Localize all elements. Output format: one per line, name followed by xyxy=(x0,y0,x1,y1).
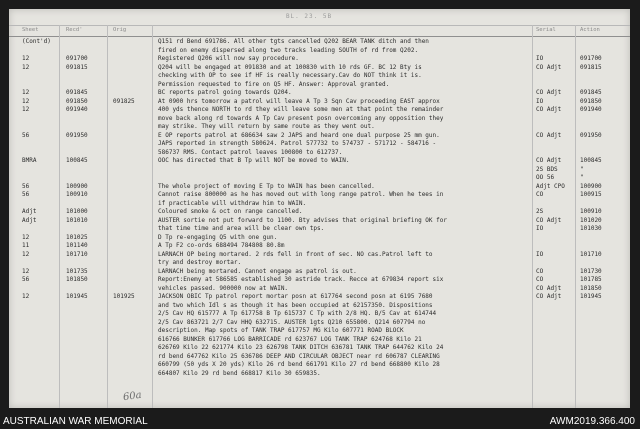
row-time-out xyxy=(113,166,145,173)
row-addressee xyxy=(536,310,574,317)
row-time-in: 101025 xyxy=(66,233,88,241)
row-serial: 091815 xyxy=(580,63,602,71)
row-time-out xyxy=(113,115,145,122)
row-addressee: CO xyxy=(536,276,544,283)
row-serial: 091845 xyxy=(580,89,602,96)
sheet-title: BL. 23. 5B xyxy=(285,13,333,20)
row-message: Coloured smoke & oct on range cancelled. xyxy=(158,208,303,215)
row-message: JAPS reported in strength 580624. Patrol 577732 to 574737 - 571712 - 584716 - xyxy=(158,140,437,147)
row-serial xyxy=(580,319,616,326)
row-time-in xyxy=(66,361,96,368)
row-message: 616766 BUNKER 617766 LOG BARRICADE rd 623767 LOG TANK TRAP 624768 Kilo 21 xyxy=(158,335,422,343)
row-message: 2/5 Cav HQ 615777 A Tp 617758 B Tp 615737 C Tp with 2/8 HQ. B/5 Cav at 614744 xyxy=(158,310,437,317)
row-time-in: 091845 xyxy=(66,89,88,96)
row-time-out xyxy=(113,353,145,360)
row-time-in: 100900 xyxy=(66,182,88,190)
row-serial xyxy=(580,242,616,249)
row-addressee xyxy=(536,234,574,241)
row-addressee: CO xyxy=(536,267,544,275)
row-time-out xyxy=(113,132,145,139)
row-time-out: 091825 xyxy=(113,97,135,105)
row-message: A Tp F2 co-ords 688494 784808 80.8m xyxy=(158,242,285,249)
row-addressee: IO xyxy=(536,225,544,232)
row-serial xyxy=(580,123,616,130)
row-time-in xyxy=(66,327,96,334)
row-addressee xyxy=(536,242,574,249)
row-from: BMRA xyxy=(22,157,37,164)
row-serial: " xyxy=(580,165,584,173)
row-serial: 091940 xyxy=(580,106,602,113)
row-time-out xyxy=(113,38,145,45)
accession-number: AWM2019.366.400 xyxy=(549,416,635,427)
row-time-out xyxy=(113,361,145,368)
row-serial: 091950 xyxy=(580,131,602,139)
row-time-in xyxy=(66,47,96,54)
row-time-in xyxy=(66,336,96,343)
row-time-in xyxy=(66,140,96,147)
row-addressee xyxy=(536,319,574,326)
column-header-row xyxy=(9,25,630,37)
row-time-in xyxy=(66,225,96,232)
row-serial: 091700 xyxy=(580,55,602,62)
row-time-out xyxy=(113,191,145,198)
row-message: description. Map spots of TANK TRAP 617757 MG Kilo 607771 ROAD BLOCK xyxy=(158,327,404,334)
row-from xyxy=(22,370,46,377)
row-addressee xyxy=(536,123,574,130)
column-divider xyxy=(152,25,153,408)
row-addressee: OO 56 xyxy=(536,174,555,181)
row-from: 12 xyxy=(22,89,30,96)
col-heading: Sheet xyxy=(22,27,39,33)
row-message: 660799 (50 yds X 20 yds) Kilo 26 rd bend 661791 Kilo 27 rd bend 668800 Kilo 28 xyxy=(158,361,440,368)
row-time-out xyxy=(113,174,145,181)
row-time-out xyxy=(113,370,145,377)
row-time-in xyxy=(66,72,96,79)
row-time-in xyxy=(66,174,96,181)
row-addressee xyxy=(536,353,574,360)
row-addressee xyxy=(536,370,574,377)
row-from: 12 xyxy=(22,55,30,62)
row-time-out xyxy=(113,89,145,96)
row-time-out xyxy=(113,140,145,147)
row-from xyxy=(22,302,46,309)
row-addressee: CO Adjt xyxy=(536,89,562,96)
row-from xyxy=(22,353,46,360)
row-from: 56 xyxy=(22,276,30,283)
row-serial: 101850 xyxy=(580,284,602,292)
row-time-out xyxy=(113,200,145,207)
row-time-in: 091700 xyxy=(66,55,88,62)
row-serial: 101710 xyxy=(580,250,602,258)
row-message: JACKSON OBIC Tp patrol report mortar posn at 617764 second posn at 6195 7680 xyxy=(158,293,433,300)
row-time-in xyxy=(66,353,96,360)
row-addressee xyxy=(536,115,574,122)
row-from xyxy=(22,174,46,181)
row-time-out xyxy=(113,242,145,249)
row-time-out xyxy=(113,234,145,241)
row-serial xyxy=(580,259,616,266)
col-heading: Recd' xyxy=(66,27,83,33)
row-time-in xyxy=(66,285,96,292)
row-from: 12 xyxy=(22,267,30,275)
row-time-out xyxy=(113,225,145,232)
row-serial xyxy=(580,302,616,309)
row-time-in: 101010 xyxy=(66,216,88,224)
row-time-in xyxy=(66,310,96,317)
row-time-in xyxy=(66,319,96,326)
row-message: Q151 rd Bend 691786. All other tgts cancelled Q202 BEAR TANK ditch and then xyxy=(158,38,429,45)
row-message: At 0900 hrs tomorrow a patrol will leave A Tp 3 Sqn Cav proceeding EAST approx xyxy=(158,97,440,105)
row-time-in: 101850 xyxy=(66,276,88,283)
row-time-out xyxy=(113,276,145,283)
row-addressee: CO Adjt xyxy=(536,293,562,300)
row-message xyxy=(158,166,534,173)
row-addressee: CO Adjt xyxy=(536,284,562,292)
row-serial xyxy=(580,327,616,334)
row-time-in xyxy=(66,115,96,122)
row-time-out xyxy=(113,327,145,334)
column-divider xyxy=(107,25,108,408)
row-time-in: 101710 xyxy=(66,250,88,258)
row-time-out xyxy=(113,106,145,113)
row-addressee: IO xyxy=(536,250,544,258)
row-addressee xyxy=(536,302,574,309)
row-serial xyxy=(580,38,616,45)
row-time-out xyxy=(113,251,145,258)
row-serial: 101730 xyxy=(580,267,602,275)
row-time-out: 101925 xyxy=(113,293,135,300)
row-serial xyxy=(580,344,616,351)
row-from: 12 xyxy=(22,250,30,258)
row-from: 56 xyxy=(22,191,30,198)
row-time-out xyxy=(113,285,145,292)
row-serial xyxy=(580,115,616,122)
row-message: and two which Idl s as though it has been occupied at 62157350. Dispositions xyxy=(158,301,433,309)
row-addressee xyxy=(536,47,574,54)
col-heading: Orig xyxy=(113,27,127,33)
row-time-in: 100910 xyxy=(66,191,88,198)
row-addressee: IO xyxy=(536,55,544,62)
row-time-in xyxy=(66,38,96,45)
handwritten-note: 60a xyxy=(122,389,143,404)
row-from: 56 xyxy=(22,182,30,190)
row-message: checking with OP to see if HF is really necessary.Cav do NOT think it is. xyxy=(158,72,422,79)
row-message: may strike. They will return by same route as they went out. xyxy=(158,123,375,130)
row-time-out xyxy=(113,302,145,309)
log-sheet xyxy=(9,9,630,408)
row-serial xyxy=(580,336,616,343)
row-message: 400 yds thence NORTH to rd they will leave some men at that point the remainder xyxy=(158,106,444,113)
row-message: LARNACH being mortared. Cannot engage as patrol is out. xyxy=(158,267,357,275)
row-serial xyxy=(580,361,616,368)
row-from: 12 xyxy=(22,233,30,241)
row-time-in xyxy=(66,370,96,377)
row-addressee xyxy=(536,327,574,334)
row-from: 12 xyxy=(22,63,30,71)
row-from: 56 xyxy=(22,131,30,139)
row-time-out xyxy=(113,183,145,190)
row-time-in: 100845 xyxy=(66,157,88,164)
row-addressee: Adjt CPO xyxy=(536,182,565,190)
row-from xyxy=(22,115,46,122)
row-time-in xyxy=(66,166,96,173)
row-serial xyxy=(580,81,616,88)
row-from: 11 xyxy=(22,242,30,249)
row-from: 12 xyxy=(22,97,30,105)
row-message: D Tp re-engaging Q5 with one gun. xyxy=(158,233,278,241)
row-time-out xyxy=(113,208,145,215)
row-serial xyxy=(580,140,616,147)
row-message: Registered Q206 will now say procedure. xyxy=(158,55,299,62)
row-serial: 100845 xyxy=(580,157,602,164)
column-divider xyxy=(59,25,60,408)
column-divider xyxy=(575,25,576,408)
row-message: 664807 Kilo 29 rd bend 668817 Kilo 30 659835. xyxy=(158,369,321,377)
row-from xyxy=(22,166,46,173)
col-heading: Action xyxy=(580,27,600,33)
row-from xyxy=(22,47,46,54)
row-from xyxy=(22,225,46,232)
row-from: Adjt xyxy=(22,208,37,215)
row-time-out xyxy=(113,344,145,351)
row-addressee xyxy=(536,140,574,147)
archive-name: AUSTRALIAN WAR MEMORIAL xyxy=(3,416,148,427)
row-time-out xyxy=(113,336,145,343)
row-serial xyxy=(580,149,616,156)
row-addressee xyxy=(536,344,574,351)
row-addressee: CO Adjt xyxy=(536,216,562,224)
row-message xyxy=(158,174,534,181)
row-serial xyxy=(580,234,616,241)
row-message: 586737 RMS. Contact patrol leaves 100800 to 612737. xyxy=(158,148,343,156)
row-serial: " xyxy=(580,174,584,181)
row-from xyxy=(22,259,46,266)
row-addressee: CO xyxy=(536,191,544,198)
row-addressee xyxy=(536,149,574,156)
row-message: vehicles passed. 900000 now at WAIN. xyxy=(158,284,289,292)
row-addressee: CO Adjt xyxy=(536,63,562,71)
row-addressee xyxy=(536,336,574,343)
row-serial xyxy=(580,72,616,79)
row-serial xyxy=(580,47,616,54)
col-heading: Serial xyxy=(536,27,556,33)
row-message: OOC has directed that B Tp will NOT be moved to WAIN. xyxy=(158,157,350,164)
row-time-in xyxy=(66,200,96,207)
row-serial xyxy=(580,353,616,360)
row-time-out xyxy=(113,55,145,62)
row-from xyxy=(22,361,46,368)
row-time-out xyxy=(113,47,145,54)
row-addressee: 2S xyxy=(536,208,544,215)
archive-footer xyxy=(0,414,640,429)
row-time-in: 101945 xyxy=(66,293,88,300)
row-addressee xyxy=(536,81,574,88)
row-addressee xyxy=(536,259,574,266)
row-message: AUSTER sortie not put forward to 1100. Bty advises that original briefing OK for xyxy=(158,216,447,224)
row-time-in: 091850 xyxy=(66,97,88,105)
row-serial: 100900 xyxy=(580,182,602,190)
row-message: try and destroy mortar. xyxy=(158,259,242,266)
row-from xyxy=(22,319,46,326)
row-message: The whole project of moving E Tp to WAIN has been cancelled. xyxy=(158,182,375,190)
row-serial: 100915 xyxy=(580,191,602,198)
row-message: 2/5 Cav 863721 2/7 Cav HHQ 632715. AUSTER 1gts Q210 655800. Q214 607794 no xyxy=(158,318,426,326)
row-serial: 101945 xyxy=(580,293,602,300)
row-time-in: 091815 xyxy=(66,63,88,71)
row-message: move back along rd towards A Tp Cav present posn overcoming any opposition they xyxy=(158,114,444,122)
row-from: (Cont'd) xyxy=(22,38,51,45)
row-time-out xyxy=(113,123,145,130)
row-message: fired on enemy dispersed along two tracks leading SOUTH of rd from Q202. xyxy=(158,46,419,54)
row-from xyxy=(22,81,46,88)
row-time-in xyxy=(66,81,96,88)
row-from xyxy=(22,285,46,292)
row-addressee xyxy=(536,72,574,79)
row-message: that time time and area will be clear own tps. xyxy=(158,225,325,232)
row-serial: 101030 xyxy=(580,225,602,232)
row-message: E OP reports patrol at 686634 saw 2 JAPS and heard one dual purpose 25 mm gun. xyxy=(158,131,440,139)
row-addressee xyxy=(536,361,574,368)
row-time-in: 101140 xyxy=(66,242,88,249)
row-time-out xyxy=(113,319,145,326)
row-time-in xyxy=(66,149,96,156)
row-time-out xyxy=(113,310,145,317)
row-time-in: 101735 xyxy=(66,267,88,275)
row-from: 12 xyxy=(22,106,30,113)
row-addressee: CO Adjt xyxy=(536,131,562,139)
row-time-in xyxy=(66,123,96,130)
row-addressee xyxy=(536,200,574,207)
row-time-out xyxy=(113,217,145,224)
row-from xyxy=(22,72,46,79)
row-serial xyxy=(580,370,616,377)
row-time-out xyxy=(113,157,145,164)
row-time-in: 101000 xyxy=(66,208,88,215)
row-time-out xyxy=(113,149,145,156)
row-serial xyxy=(580,200,616,207)
row-serial: 101020 xyxy=(580,216,602,224)
row-time-in xyxy=(66,302,96,309)
row-serial: 101785 xyxy=(580,276,602,283)
row-time-out xyxy=(113,259,145,266)
row-from xyxy=(22,123,46,130)
row-from xyxy=(22,344,46,351)
row-time-in: 091940 xyxy=(66,106,88,113)
row-time-in: 091950 xyxy=(66,131,88,139)
row-message: LARNACH OP being mortared. 2 rds fell in front of sec. NO cas.Patrol left to xyxy=(158,250,433,258)
row-message: Permission requested to fire on Q5 HF. Answer: Approval granted. xyxy=(158,80,390,88)
row-message: Cannot raise 800000 as he has moved out with long range patrol. When he tees in xyxy=(158,191,444,198)
row-message: BC reports patrol going towards Q204. xyxy=(158,89,292,96)
row-time-in xyxy=(66,259,96,266)
row-from xyxy=(22,149,46,156)
row-message: rd bend 647762 Kilo 25 636786 DEEP AND CIRCULAR OBJECT near rd 606787 CLEARING xyxy=(158,352,440,360)
row-time-out xyxy=(113,72,145,79)
row-from xyxy=(22,336,46,343)
row-time-out xyxy=(113,268,145,275)
row-message: 626769 Kilo 22 621774 Kilo 23 626798 TANK DITCH 636781 TANK TRAP 644762 Kilo 24 xyxy=(158,344,444,351)
row-from: Adjt xyxy=(22,216,37,224)
row-from: 12 xyxy=(22,293,30,300)
row-time-out xyxy=(113,64,145,71)
row-serial: 100910 xyxy=(580,208,602,215)
row-from xyxy=(22,310,46,317)
row-time-out xyxy=(113,81,145,88)
row-message: Report:Enemy at 586585 established 30 astride track. Recce at 679834 report six xyxy=(158,276,444,283)
row-from xyxy=(22,140,46,147)
row-time-in xyxy=(66,344,96,351)
row-addressee xyxy=(536,38,574,45)
row-serial xyxy=(580,310,616,317)
row-addressee: IO xyxy=(536,97,544,105)
row-serial: 091850 xyxy=(580,97,602,105)
row-from xyxy=(22,327,46,334)
row-message: Q204 will be engaged at 091830 and at 100830 with 10 rds GF. BC 12 Bty is xyxy=(158,63,422,71)
row-addressee: 2S BDS xyxy=(536,165,558,173)
row-from xyxy=(22,200,46,207)
row-addressee: CO Adjt xyxy=(536,106,562,113)
row-addressee: CO Adjt xyxy=(536,157,562,164)
row-message: if practicable will withdraw him to WAIN. xyxy=(158,199,307,207)
